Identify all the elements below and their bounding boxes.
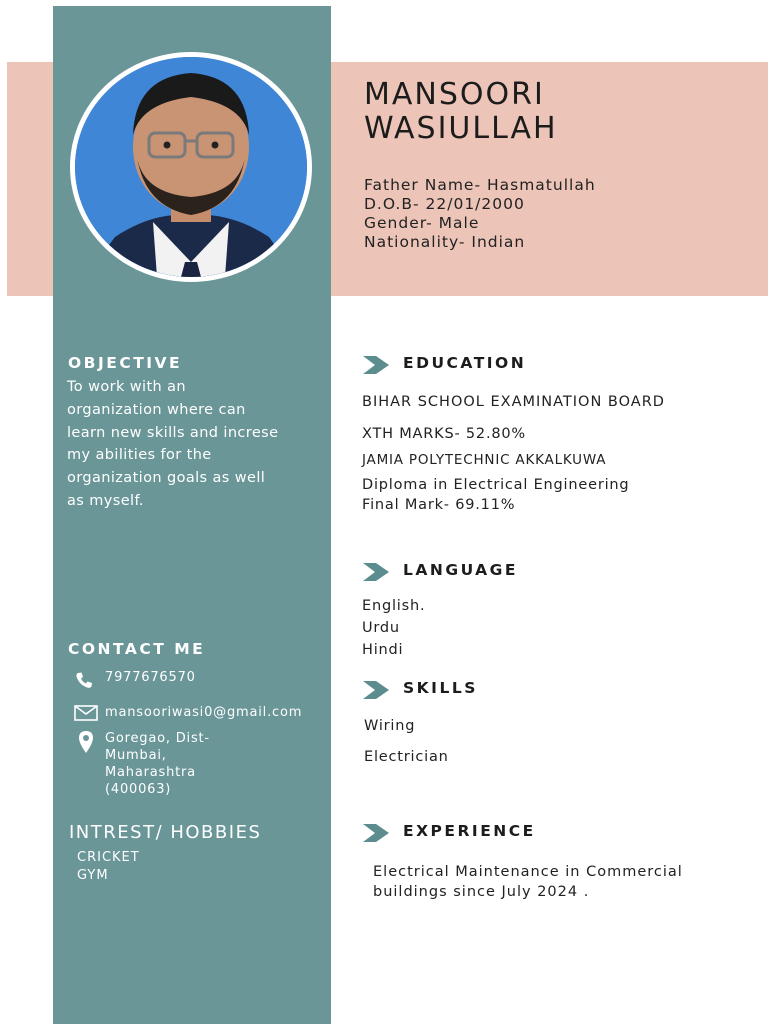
chevron-right-icon <box>363 824 389 846</box>
name-first-line: MANSOORI <box>364 77 545 112</box>
chevron-right-icon <box>363 563 389 585</box>
address-text <box>105 730 210 798</box>
contact-heading: CONTACT ME <box>68 640 206 658</box>
phone-icon <box>74 670 94 694</box>
hobbies-heading: INTREST/ HOBBIES <box>69 822 262 843</box>
education-heading: EDUCATION <box>403 354 527 372</box>
personal-info <box>364 176 596 252</box>
phone-number[interactable]: 7977676570 <box>105 670 196 685</box>
nationality: Nationality- Indian <box>364 233 526 251</box>
language-item: English. <box>362 598 426 614</box>
chevron-right-icon <box>363 681 389 703</box>
objective-line: as myself. <box>67 492 144 509</box>
experience-text <box>373 862 683 902</box>
objective-heading: OBJECTIVE <box>68 354 183 372</box>
address-line: (400063) <box>105 782 172 797</box>
address-line: Goregao, Dist- <box>105 731 210 746</box>
hobby-item: CRICKET <box>77 850 140 865</box>
candidate-name <box>364 78 558 146</box>
skill-item: Wiring <box>364 718 416 734</box>
skills-heading: SKILLS <box>403 679 478 697</box>
objective-line: organization where can <box>67 401 246 418</box>
location-pin-icon <box>78 730 94 758</box>
education-board: BIHAR SCHOOL EXAMINATION BOARD <box>362 394 665 410</box>
education-diploma: Diploma in Electrical Engineering <box>362 477 630 493</box>
hobbies-list <box>77 849 140 885</box>
gender: Gender- Male <box>364 214 480 232</box>
experience-heading: EXPERIENCE <box>403 822 536 840</box>
father-name: Father Name- Hasmatullah <box>364 176 596 194</box>
profile-photo <box>75 57 307 277</box>
objective-line: learn new skills and increse <box>67 424 279 441</box>
name-second-line: WASIULLAH <box>364 111 558 146</box>
objective-line: To work with an <box>67 379 187 395</box>
address-line: Maharashtra <box>105 765 196 780</box>
mail-icon <box>74 705 98 725</box>
email-address[interactable]: mansooriwasi0@gmail.com <box>105 705 303 720</box>
address-line: Mumbai, <box>105 748 167 763</box>
language-item: Urdu <box>362 620 400 636</box>
date-of-birth: D.O.B- 22/01/2000 <box>364 195 525 213</box>
education-college: JAMIA POLYTECHNIC AKKALKUWA <box>362 452 607 468</box>
education-final-mark: Final Mark- 69.11% <box>362 497 516 513</box>
objective-line: my abilities for the <box>67 447 212 464</box>
chevron-right-icon <box>363 356 389 378</box>
language-heading: LANGUAGE <box>403 561 518 579</box>
objective-text <box>67 376 307 513</box>
experience-line: Electrical Maintenance in Commercial <box>373 864 683 880</box>
hobby-item: GYM <box>77 868 109 883</box>
experience-line: buildings since July 2024 . <box>373 884 590 900</box>
language-item: Hindi <box>362 642 404 658</box>
objective-line: organization goals as well <box>67 470 266 487</box>
education-marks: XTH MARKS- 52.80% <box>362 426 526 442</box>
skill-item: Electrician <box>364 749 449 765</box>
